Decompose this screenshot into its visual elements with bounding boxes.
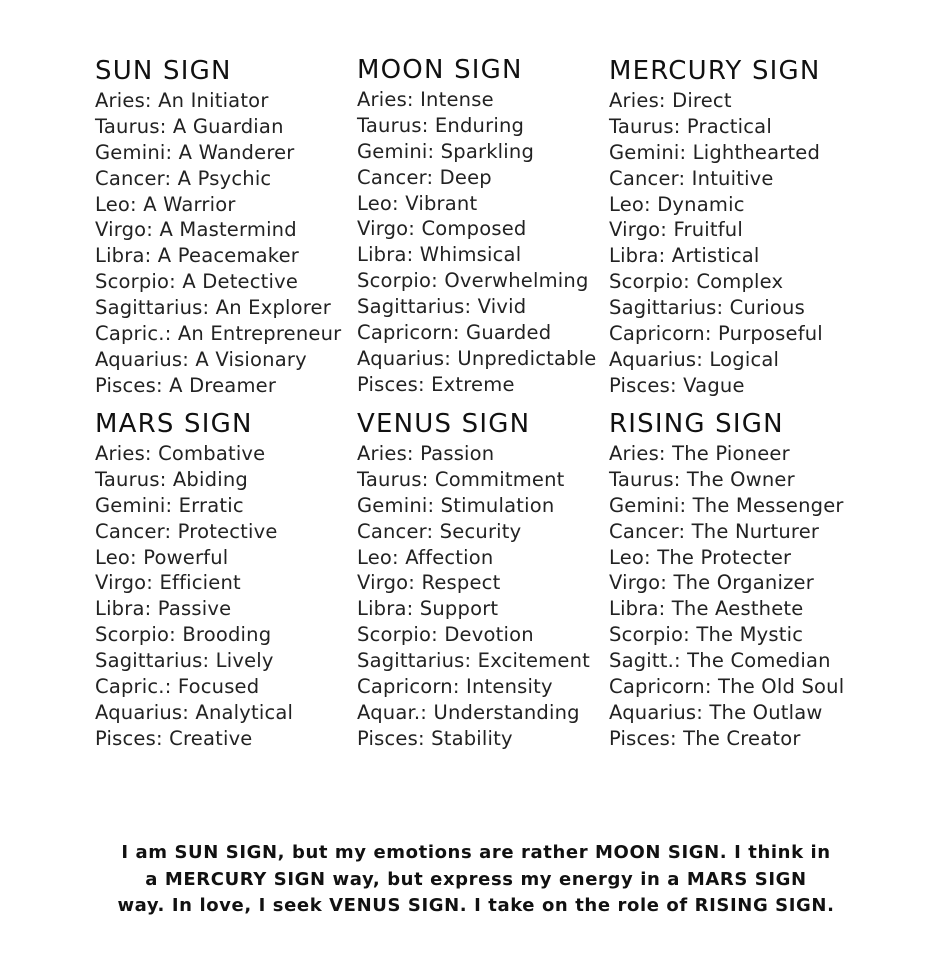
sun-sign-item: Aries: An Initiator	[95, 89, 269, 112]
sun-sign-title: SUN SIGN	[95, 56, 232, 86]
mercury-sign-item: Virgo: Fruitful	[609, 218, 743, 242]
moon-sign-item: Scorpio: Overwhelming	[357, 269, 589, 293]
sun-sign-item: Taurus: A Guardian	[95, 114, 284, 138]
mars-sign-section	[95, 409, 293, 752]
rising-sign-item: Pisces: The Creator	[609, 726, 801, 750]
venus-sign-list	[357, 441, 590, 752]
moon-sign-item: Sagittarius: Vivid	[357, 295, 527, 319]
rising-sign-item: Cancer: The Nurturer	[609, 519, 820, 543]
moon-sign-item: Aquarius: Unpredictable	[357, 346, 597, 370]
mars-sign-item: Leo: Powerful	[95, 545, 229, 569]
mars-sign-item: Aries: Combative	[95, 442, 266, 465]
moon-sign-item: Capricorn: Guarded	[357, 321, 552, 345]
mars-sign-item: Scorpio: Brooding	[95, 623, 272, 647]
summary-statement	[60, 840, 892, 920]
moon-sign-item: Taurus: Enduring	[357, 113, 525, 137]
rising-sign-item: Virgo: The Organizer	[609, 571, 814, 595]
rising-sign-item: Sagitt.: The Comedian	[609, 649, 831, 673]
rising-sign-item: Aries: The Pioneer	[609, 442, 790, 465]
sun-sign-section	[95, 56, 341, 399]
moon-sign-item: Gemini: Sparkling	[357, 139, 535, 163]
rising-sign-item: Capricorn: The Old Soul	[609, 675, 845, 699]
mars-sign-item: Aquarius: Analytical	[95, 700, 294, 724]
venus-sign-item: Scorpio: Devotion	[357, 623, 534, 647]
sun-sign-item: Capric.: An Entrepreneur	[95, 322, 342, 346]
mars-sign-item: Libra: Passive	[95, 597, 232, 621]
mercury-sign-item: Cancer: Intuitive	[609, 166, 774, 190]
sun-sign-item: Libra: A Peacemaker	[95, 244, 300, 268]
sun-sign-list	[95, 88, 341, 399]
venus-sign-item: Capricorn: Intensity	[357, 675, 553, 699]
sun-sign-item: Gemini: A Wanderer	[95, 140, 295, 164]
mercury-sign-item: Taurus: Practical	[609, 114, 772, 138]
rising-sign-item: Taurus: The Owner	[609, 467, 795, 491]
rising-sign-title: RISING SIGN	[609, 409, 784, 439]
moon-sign-item: Libra: Whimsical	[357, 243, 522, 267]
venus-sign-item: Leo: Affection	[357, 545, 494, 569]
mercury-sign-section	[609, 56, 823, 399]
moon-sign-item: Virgo: Composed	[357, 217, 527, 241]
mars-sign-item: Pisces: Creative	[95, 726, 253, 750]
mercury-sign-item: Gemini: Lighthearted	[609, 140, 821, 164]
mercury-sign-list	[609, 88, 823, 399]
mercury-sign-item: Scorpio: Complex	[609, 270, 784, 294]
sun-sign-item: Pisces: A Dreamer	[95, 373, 277, 397]
mars-sign-item: Capric.: Focused	[95, 675, 260, 699]
mars-sign-item: Cancer: Protective	[95, 519, 278, 543]
sun-sign-item: Virgo: A Mastermind	[95, 218, 297, 242]
venus-sign-item: Aries: Passion	[357, 442, 495, 465]
venus-sign-item: Cancer: Security	[357, 519, 522, 543]
moon-sign-item: Pisces: Extreme	[357, 372, 515, 396]
venus-sign-item: Sagittarius: Excitement	[357, 649, 590, 673]
venus-sign-item: Pisces: Stability	[357, 726, 513, 750]
moon-sign-item: Aries: Intense	[357, 88, 494, 111]
mars-sign-item: Taurus: Abiding	[95, 467, 248, 491]
rising-sign-item: Gemini: The Messenger	[609, 493, 844, 517]
summary-line-1: I am SUN SIGN, but my emotions are rather MOON SIGN. I think in	[121, 842, 831, 863]
venus-sign-item: Taurus: Commitment	[357, 467, 565, 491]
moon-sign-list	[357, 87, 597, 398]
sun-sign-item: Aquarius: A Visionary	[95, 347, 307, 371]
mars-sign-item: Gemini: Erratic	[95, 493, 244, 517]
mercury-sign-item: Leo: Dynamic	[609, 192, 745, 216]
moon-sign-item: Leo: Vibrant	[357, 191, 478, 215]
venus-sign-section	[357, 409, 590, 752]
mercury-sign-item: Capricorn: Purposeful	[609, 322, 823, 346]
sun-sign-item: Leo: A Warrior	[95, 192, 236, 216]
rising-sign-item: Libra: The Aesthete	[609, 597, 804, 621]
rising-sign-item: Scorpio: The Mystic	[609, 623, 804, 647]
summary-line-3: way. In love, I seek VENUS SIGN. I take on the role of RISING SIGN.	[117, 895, 835, 916]
moon-sign-item: Cancer: Deep	[357, 165, 492, 189]
rising-sign-list	[609, 441, 844, 752]
summary-line-2: a MERCURY SIGN way, but express my energy in a MARS SIGN	[145, 868, 807, 890]
mars-sign-item: Sagittarius: Lively	[95, 649, 274, 673]
mars-sign-title: MARS SIGN	[95, 409, 253, 439]
rising-sign-item: Aquarius: The Outlaw	[609, 700, 823, 724]
mercury-sign-item: Sagittarius: Curious	[609, 296, 805, 320]
venus-sign-item: Libra: Support	[357, 597, 499, 621]
mercury-sign-title: MERCURY SIGN	[609, 56, 821, 86]
mercury-sign-item: Aquarius: Logical	[609, 347, 780, 371]
mars-sign-item: Virgo: Efficient	[95, 571, 241, 595]
rising-sign-section	[609, 409, 844, 752]
mercury-sign-item: Aries: Direct	[609, 89, 732, 112]
mercury-sign-item: Libra: Artistical	[609, 244, 760, 268]
venus-sign-item: Aquar.: Understanding	[357, 700, 580, 724]
mars-sign-list	[95, 441, 293, 752]
sun-sign-item: Cancer: A Psychic	[95, 166, 272, 190]
venus-sign-item: Virgo: Respect	[357, 571, 501, 595]
sun-sign-item: Scorpio: A Detective	[95, 270, 299, 294]
moon-sign-section	[357, 55, 597, 398]
mercury-sign-item: Pisces: Vague	[609, 373, 745, 397]
moon-sign-title: MOON SIGN	[357, 55, 523, 85]
rising-sign-item: Leo: The Protecter	[609, 545, 792, 569]
sun-sign-item: Sagittarius: An Explorer	[95, 296, 331, 320]
venus-sign-item: Gemini: Stimulation	[357, 493, 555, 517]
venus-sign-title: VENUS SIGN	[357, 409, 531, 439]
